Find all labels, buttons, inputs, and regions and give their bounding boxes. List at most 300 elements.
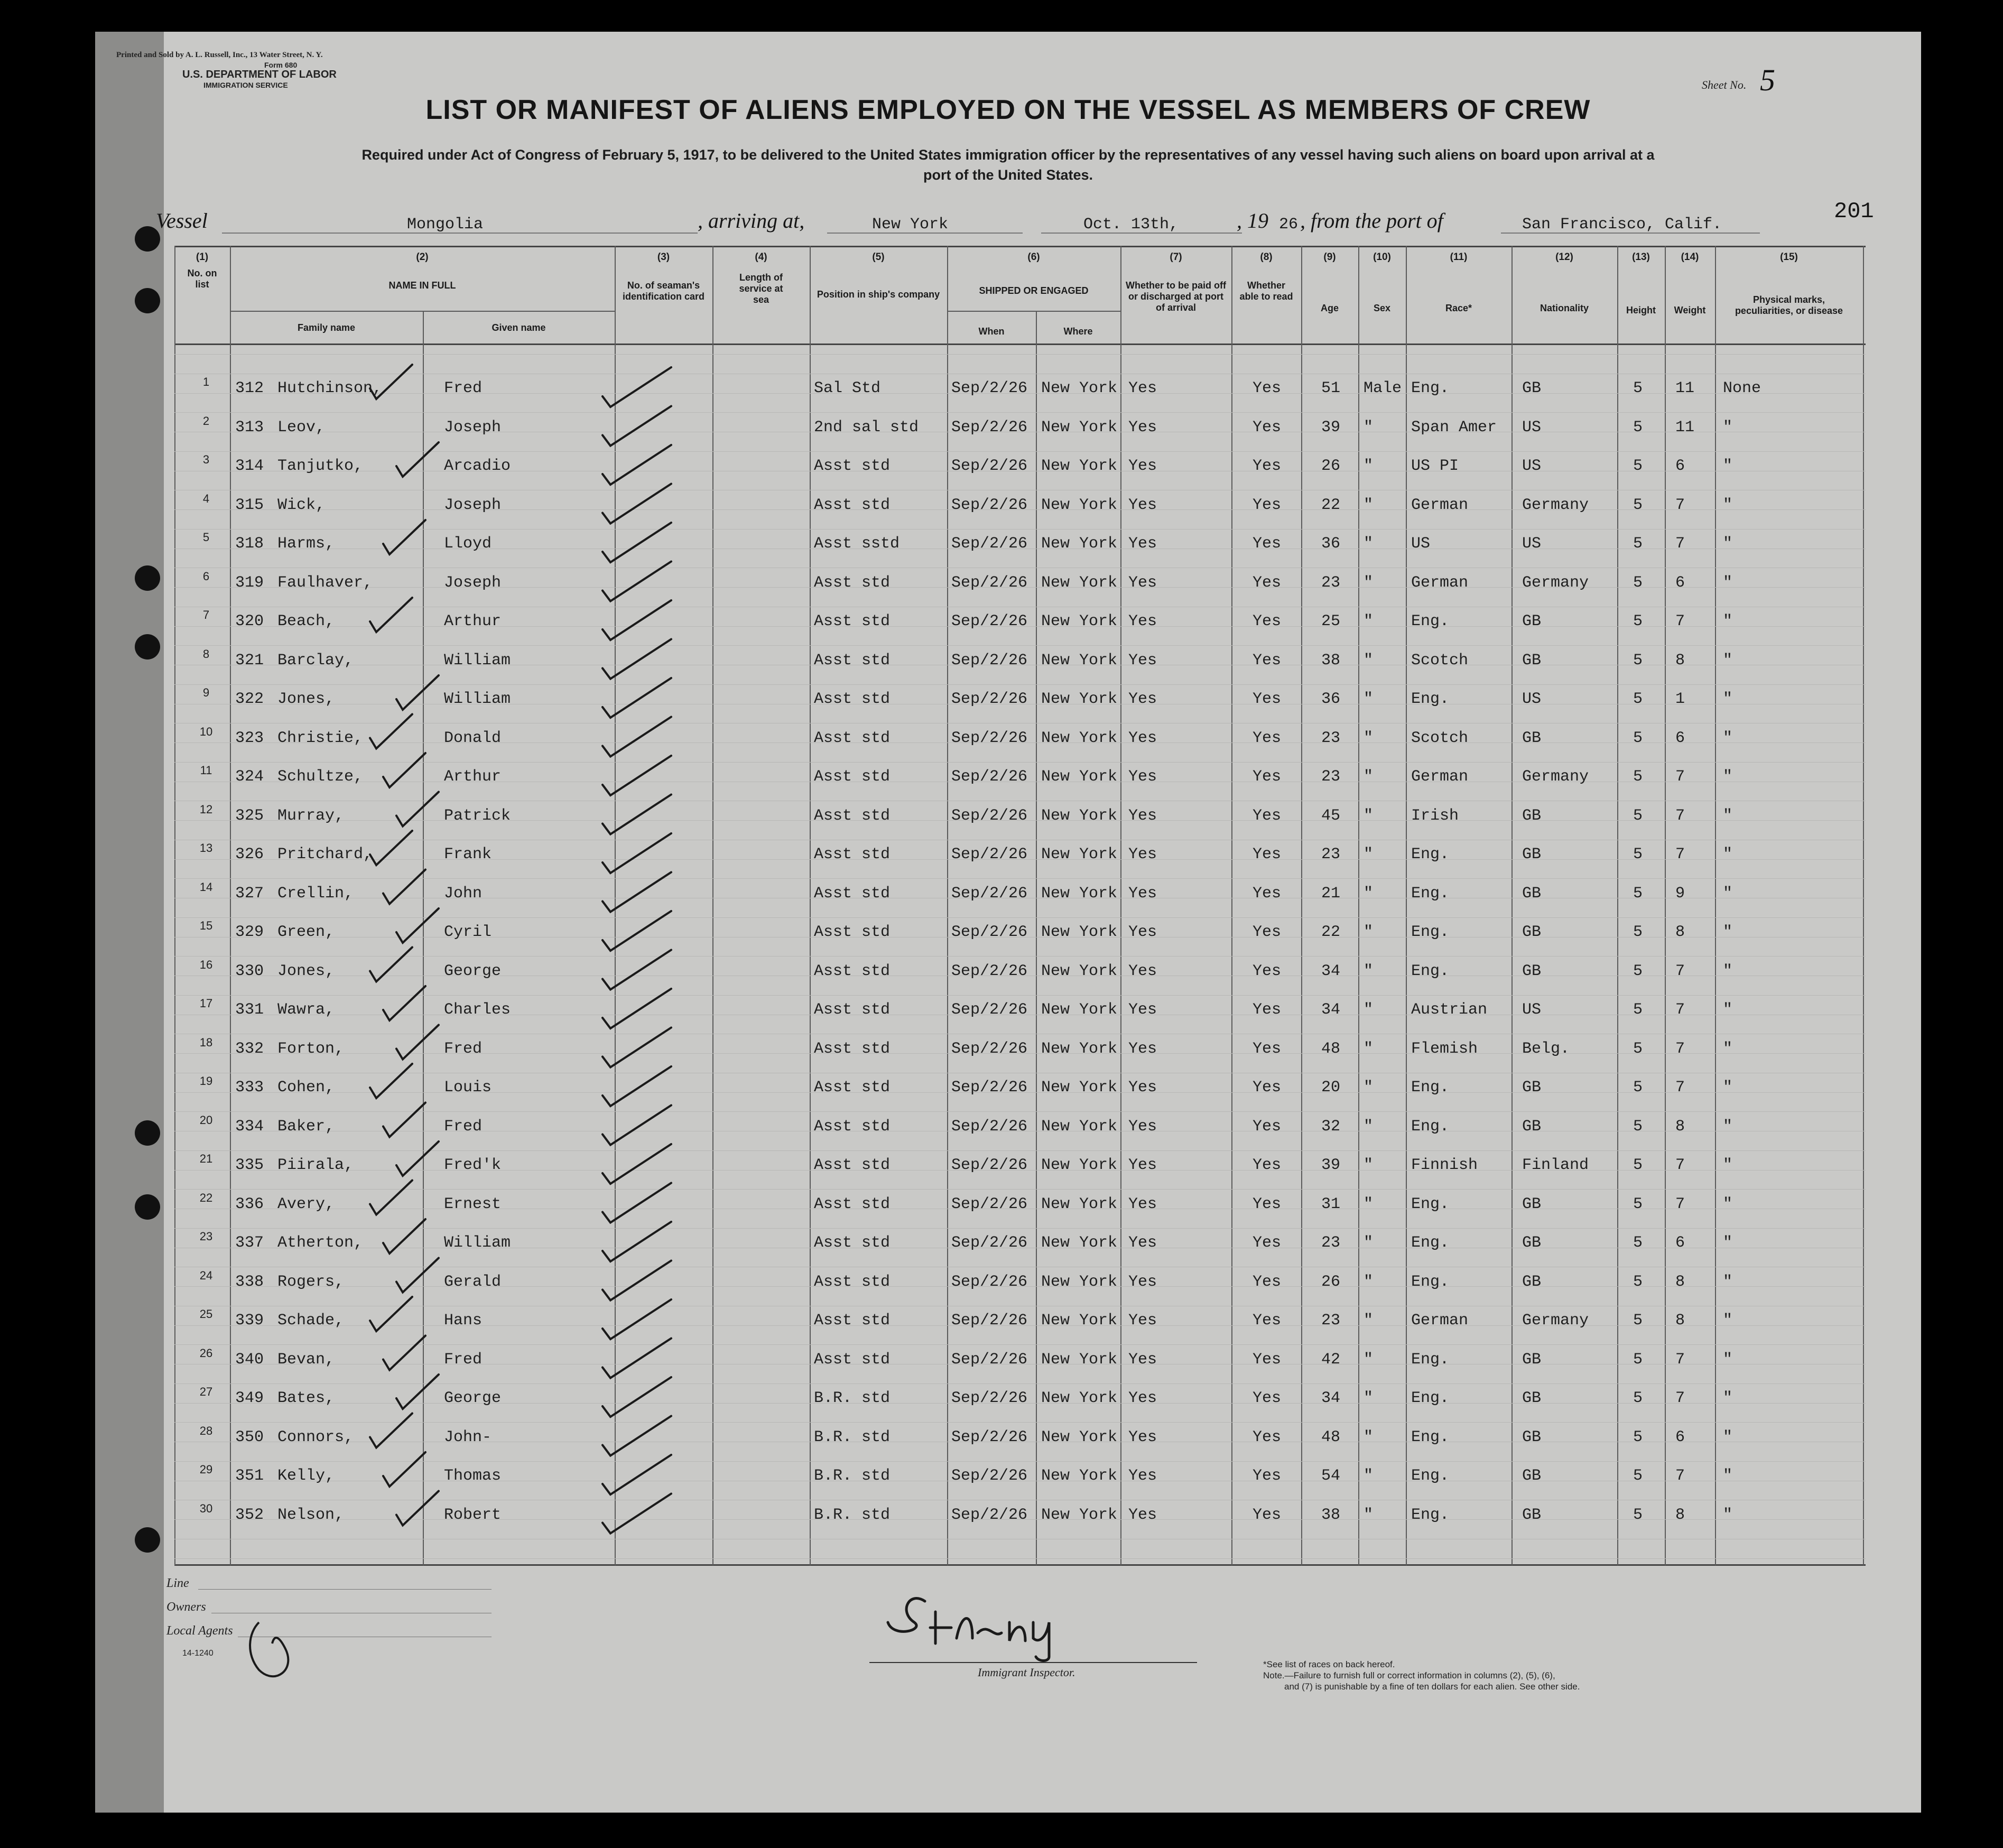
shipped-where: New York <box>1041 1506 1118 1524</box>
shipped-where: New York <box>1041 1195 1118 1213</box>
height: 5 <box>1633 651 1643 670</box>
physical-marks: " <box>1723 729 1733 747</box>
col-13-num: (13) <box>1632 252 1650 263</box>
position: Asst std <box>814 1079 891 1097</box>
physical-marks: " <box>1723 923 1733 941</box>
given-name: George <box>444 1389 502 1407</box>
sex: " <box>1364 418 1374 437</box>
paid-off: Yes <box>1128 1273 1157 1291</box>
name-checkmark <box>396 1375 439 1409</box>
able-to-read: Yes <box>1253 962 1282 980</box>
crew-id: 319 <box>235 573 264 592</box>
line-number: 2 <box>202 414 210 428</box>
shipped-when: Sep/2/26 <box>951 418 1028 437</box>
height: 5 <box>1633 1312 1643 1330</box>
weight: 7 <box>1675 1467 1685 1485</box>
race: Eng. <box>1411 1195 1450 1213</box>
physical-marks: " <box>1723 962 1733 980</box>
shipped-when: Sep/2/26 <box>951 1156 1028 1174</box>
sex: " <box>1364 1195 1374 1213</box>
weight: 6 <box>1675 573 1685 592</box>
sex: " <box>1364 1039 1374 1058</box>
height: 5 <box>1633 806 1643 825</box>
able-to-read: Yes <box>1253 1001 1282 1019</box>
paid-off: Yes <box>1128 1039 1157 1058</box>
form-code: 14-1240 <box>182 1649 214 1658</box>
physical-marks: " <box>1723 1467 1733 1485</box>
arriving-label: , arriving at, <box>698 209 805 233</box>
weight: 1 <box>1675 690 1685 708</box>
physical-marks: " <box>1723 1428 1733 1446</box>
shipped-when: Sep/2/26 <box>951 923 1028 941</box>
shipped-where: New York <box>1041 573 1118 592</box>
paid-off: Yes <box>1128 729 1157 747</box>
name-checkmark <box>370 1181 412 1215</box>
given-name: John- <box>444 1428 492 1446</box>
shipped-where: New York <box>1041 457 1118 475</box>
race: Eng. <box>1411 379 1450 397</box>
line-number: 20 <box>199 1113 213 1127</box>
physical-marks: " <box>1723 1156 1733 1174</box>
weight: 7 <box>1675 962 1685 980</box>
age: 51 <box>1321 379 1341 397</box>
weight: 8 <box>1675 1273 1685 1291</box>
paid-off: Yes <box>1128 418 1157 437</box>
race: German <box>1411 768 1469 786</box>
height: 5 <box>1633 535 1643 553</box>
age: 22 <box>1321 923 1341 941</box>
given-name: Charles <box>444 1001 511 1019</box>
sex: " <box>1364 806 1374 825</box>
card-checkmark <box>602 795 671 834</box>
name-checkmark <box>383 520 425 554</box>
line-number: 28 <box>199 1424 213 1437</box>
sex: " <box>1364 535 1374 553</box>
physical-marks: None <box>1723 379 1761 397</box>
col-14-num: (14) <box>1681 252 1699 263</box>
position: Asst std <box>814 884 891 903</box>
col-7-num: (7) <box>1170 252 1182 263</box>
shipped-when: Sep/2/26 <box>951 651 1028 670</box>
shipped-where: New York <box>1041 729 1118 747</box>
nationality: GB <box>1522 1079 1542 1097</box>
shipped-where: New York <box>1041 846 1118 863</box>
nationality: Finland <box>1522 1156 1589 1174</box>
height: 5 <box>1633 379 1643 397</box>
paid-off: Yes <box>1128 884 1157 903</box>
shipped-where: New York <box>1041 418 1118 437</box>
family-name: Murray, <box>277 806 345 825</box>
paid-off: Yes <box>1128 1350 1157 1369</box>
given-name: George <box>444 962 502 980</box>
age: 31 <box>1321 1195 1341 1213</box>
age: 34 <box>1321 962 1341 980</box>
nationality: GB <box>1522 729 1542 747</box>
col-6-num: (6) <box>1027 252 1040 263</box>
height: 5 <box>1633 1428 1643 1446</box>
position: Asst std <box>814 457 891 475</box>
family-name: Nelson, <box>277 1506 345 1524</box>
name-checkmark <box>396 442 439 477</box>
arrival-port: New York <box>872 216 949 234</box>
race: Finnish <box>1411 1156 1478 1174</box>
card-checkmark <box>602 1183 671 1223</box>
race: US PI <box>1411 457 1459 475</box>
nationality: Belg. <box>1522 1039 1570 1058</box>
physical-marks: " <box>1723 1350 1733 1369</box>
weight: 7 <box>1675 535 1685 553</box>
name-checkmark <box>396 675 439 710</box>
physical-marks: " <box>1723 1039 1733 1058</box>
paid-off: Yes <box>1128 1389 1157 1407</box>
shipped-where: New York <box>1041 496 1118 514</box>
card-checkmark <box>602 406 671 446</box>
card-checkmark <box>602 1299 671 1339</box>
sex: " <box>1364 1079 1374 1097</box>
height: 5 <box>1633 1156 1643 1174</box>
height: 5 <box>1633 1039 1643 1058</box>
shipped-where: New York <box>1041 1234 1118 1252</box>
sex: " <box>1364 496 1374 514</box>
crew-id: 333 <box>235 1079 264 1097</box>
family-name: Kelly, <box>277 1467 335 1485</box>
age: 23 <box>1321 573 1341 592</box>
given-name: Arthur <box>444 768 502 786</box>
family-name: Rogers, <box>277 1273 345 1291</box>
sex: " <box>1364 1467 1374 1485</box>
age: 21 <box>1321 884 1341 903</box>
line-number: 23 <box>199 1230 213 1243</box>
family-name: Bevan, <box>277 1350 335 1369</box>
given-name: Arcadio <box>444 457 511 475</box>
age: 23 <box>1321 768 1341 786</box>
shipped-when: Sep/2/26 <box>951 1467 1028 1485</box>
name-checkmark <box>370 948 412 982</box>
able-to-read: Yes <box>1253 1039 1282 1058</box>
race: Eng. <box>1411 923 1450 941</box>
sex: " <box>1364 1117 1374 1136</box>
nationality: GB <box>1522 379 1542 397</box>
family-name: Schade, <box>277 1312 345 1330</box>
height: 5 <box>1633 496 1643 514</box>
line-number: 15 <box>199 919 213 932</box>
weight: 6 <box>1675 729 1685 747</box>
line-number: 8 <box>202 647 210 661</box>
given-name: Donald <box>444 729 502 747</box>
sex: " <box>1364 962 1374 980</box>
shipped-where: New York <box>1041 1117 1118 1136</box>
nationality: Germany <box>1522 496 1589 514</box>
crew-id: 340 <box>235 1350 264 1369</box>
race: Eng. <box>1411 690 1450 708</box>
footnote-penalty-1: Note.—Failure to furnish full or correct information in columns (2), (5), (6), <box>1263 1670 1555 1680</box>
given-name: Fred <box>444 1117 483 1136</box>
able-to-read: Yes <box>1253 1312 1282 1330</box>
shipped-when: Sep/2/26 <box>951 1234 1028 1252</box>
shipped-where: New York <box>1041 1428 1118 1446</box>
position: B.R. std <box>814 1506 891 1524</box>
shipped-where: New York <box>1041 1312 1118 1330</box>
department: U.S. DEPARTMENT OF LABOR <box>182 69 337 80</box>
race: Eng. <box>1411 1117 1450 1136</box>
service: IMMIGRATION SERVICE <box>203 81 288 89</box>
age: 39 <box>1321 1156 1341 1174</box>
line-number: 12 <box>199 802 213 816</box>
position: Asst std <box>814 846 891 863</box>
family-name: Tanjutko, <box>277 457 364 475</box>
arrival-date: Oct. 13th, <box>1083 216 1179 234</box>
physical-marks: " <box>1723 418 1733 437</box>
given-name: Joseph <box>444 573 502 592</box>
age: 23 <box>1321 1312 1341 1330</box>
card-checkmark <box>602 1261 671 1301</box>
position: Asst std <box>814 1350 891 1369</box>
sex: " <box>1364 846 1374 863</box>
owners-label: Owners <box>166 1600 206 1614</box>
height: 5 <box>1633 1117 1643 1136</box>
nationality: GB <box>1522 1273 1542 1291</box>
position: Asst std <box>814 1195 891 1213</box>
nationality: GB <box>1522 1428 1542 1446</box>
height: 5 <box>1633 884 1643 903</box>
family-name: Forton, <box>277 1039 345 1058</box>
paid-off: Yes <box>1128 806 1157 825</box>
card-checkmark <box>602 872 671 912</box>
col-5-num: (5) <box>872 252 885 263</box>
family-name: Beach, <box>277 612 335 630</box>
age: 20 <box>1321 1079 1341 1097</box>
card-checkmark <box>602 1377 671 1417</box>
age: 32 <box>1321 1117 1341 1136</box>
given-name: Cyril <box>444 923 492 941</box>
shipped-where: New York <box>1041 1389 1118 1407</box>
card-checkmark <box>602 1222 671 1261</box>
age: 38 <box>1321 651 1341 670</box>
paid-off: Yes <box>1128 768 1157 786</box>
weight: 7 <box>1675 1039 1685 1058</box>
shipped-where: New York <box>1041 1467 1118 1485</box>
col-8-num: (8) <box>1260 252 1273 263</box>
sex: " <box>1364 1273 1374 1291</box>
line-number: 25 <box>199 1307 213 1321</box>
race: German <box>1411 573 1469 592</box>
crew-id: 352 <box>235 1506 264 1524</box>
paid-off: Yes <box>1128 1312 1157 1330</box>
age: 48 <box>1321 1428 1341 1446</box>
position: Asst std <box>814 1234 891 1252</box>
able-to-read: Yes <box>1253 1079 1282 1097</box>
shipped-when: Sep/2/26 <box>951 884 1028 903</box>
line-number: 16 <box>199 958 213 971</box>
height: 5 <box>1633 690 1643 708</box>
height: 5 <box>1633 1234 1643 1252</box>
paid-off: Yes <box>1128 379 1157 397</box>
physical-marks: " <box>1723 846 1733 863</box>
position: 2nd sal std <box>814 418 919 437</box>
race: Eng. <box>1411 612 1450 630</box>
position: Asst std <box>814 1312 891 1330</box>
sex: " <box>1364 1506 1374 1524</box>
weight: 7 <box>1675 612 1685 630</box>
given-name: Hans <box>444 1312 483 1330</box>
weight: 6 <box>1675 1234 1685 1252</box>
family-name: Pritchard, <box>277 846 373 863</box>
from-label: , from the port of <box>1300 209 1443 233</box>
crew-id: 313 <box>235 418 264 437</box>
shipped-when: Sep/2/26 <box>951 729 1028 747</box>
line-number: 3 <box>202 453 210 466</box>
race: Eng. <box>1411 1389 1450 1407</box>
shipped-when: Sep/2/26 <box>951 612 1028 630</box>
shipped-where: New York <box>1041 1273 1118 1291</box>
race: Irish <box>1411 806 1459 825</box>
physical-marks: " <box>1723 1079 1733 1097</box>
nationality: Germany <box>1522 768 1589 786</box>
able-to-read: Yes <box>1253 690 1282 708</box>
family-name: Barclay, <box>277 651 354 670</box>
physical-marks: " <box>1723 535 1733 553</box>
race: Scotch <box>1411 729 1469 747</box>
given-name: Frank <box>444 846 492 863</box>
col-9-label: Age <box>1320 303 1339 313</box>
able-to-read: Yes <box>1253 1428 1282 1446</box>
nationality: US <box>1522 457 1542 475</box>
crew-id: 322 <box>235 690 264 708</box>
shipped-when: Sep/2/26 <box>951 1428 1028 1446</box>
card-checkmark <box>602 562 671 601</box>
name-checkmark <box>370 831 412 865</box>
nationality: GB <box>1522 846 1542 863</box>
name-checkmark <box>383 1219 425 1253</box>
physical-marks: " <box>1723 1234 1733 1252</box>
shipped-where: New York <box>1041 884 1118 903</box>
sex: " <box>1364 1001 1374 1019</box>
col-7-label: Whether to be paid off or discharged at port of arrival <box>1126 280 1226 313</box>
line-number: 11 <box>200 764 212 777</box>
shipped-when: Sep/2/26 <box>951 1312 1028 1330</box>
sex: " <box>1364 884 1374 903</box>
printer-line: Printed and Sold by A. L. Russell, Inc., 13 Water Street, N. Y. <box>116 51 323 59</box>
card-checkmark <box>602 1416 671 1456</box>
race: German <box>1411 496 1469 514</box>
family-name: Green, <box>277 923 335 941</box>
crew-id: 335 <box>235 1156 264 1174</box>
weight: 11 <box>1675 379 1695 397</box>
name-checkmark <box>396 1491 439 1526</box>
shipped-when: Sep/2/26 <box>951 496 1028 514</box>
name-checkmark <box>370 365 412 399</box>
handwritten-checkmarks <box>95 32 1921 1813</box>
race: Eng. <box>1411 846 1450 863</box>
able-to-read: Yes <box>1253 1234 1282 1252</box>
family-name: Avery, <box>277 1195 335 1213</box>
sex: " <box>1364 457 1374 475</box>
sex: " <box>1364 612 1374 630</box>
age: 39 <box>1321 418 1341 437</box>
physical-marks: " <box>1723 496 1733 514</box>
able-to-read: Yes <box>1253 884 1282 903</box>
position: Asst std <box>814 1273 891 1291</box>
shipped-where: New York <box>1041 379 1118 397</box>
height: 5 <box>1633 573 1643 592</box>
shipped-where: New York <box>1041 1079 1118 1097</box>
weight: 7 <box>1675 806 1685 825</box>
age: 45 <box>1321 806 1341 825</box>
shipped-when: Sep/2/26 <box>951 1117 1028 1136</box>
nationality: GB <box>1522 1506 1542 1524</box>
age: 42 <box>1321 1350 1341 1369</box>
shipped-where: New York <box>1041 1350 1118 1369</box>
crew-id: 325 <box>235 806 264 825</box>
physical-marks: " <box>1723 806 1733 825</box>
nationality: US <box>1522 535 1542 553</box>
position: Asst sstd <box>814 535 900 553</box>
height: 5 <box>1633 1195 1643 1213</box>
crew-id: 321 <box>235 651 264 670</box>
subtitle-line-1: Required under Act of Congress of February 5, 1917, to be delivered to the United States immigration officer by the representatives of any vessel having such aliens on board upon arrival at a <box>361 147 1655 163</box>
card-checkmark <box>602 756 671 795</box>
crew-id: 326 <box>235 846 264 863</box>
height: 5 <box>1633 923 1643 941</box>
col-4-num: (4) <box>755 252 767 263</box>
given-name-header: Given name <box>492 322 546 333</box>
family-name: Jones, <box>277 962 335 980</box>
crew-id: 329 <box>235 923 264 941</box>
family-name: Connors, <box>277 1428 354 1446</box>
form-number: Form 680 <box>264 61 298 69</box>
weight: 7 <box>1675 1001 1685 1019</box>
shipped-when: Sep/2/26 <box>951 690 1028 708</box>
paid-off: Yes <box>1128 1117 1157 1136</box>
position: B.R. std <box>814 1389 891 1407</box>
col-1-label: No. on list <box>187 268 217 290</box>
line-number: 30 <box>199 1501 213 1515</box>
family-name: Bates, <box>277 1389 335 1407</box>
physical-marks: " <box>1723 1195 1733 1213</box>
position: Asst std <box>814 1001 891 1019</box>
card-checkmark <box>602 1494 671 1534</box>
weight: 6 <box>1675 457 1685 475</box>
col-15-label: Physical marks, peculiarities, or disease <box>1735 294 1843 316</box>
race: Eng. <box>1411 1273 1450 1291</box>
card-checkmark <box>602 484 671 524</box>
card-checkmark <box>602 833 671 873</box>
paid-off: Yes <box>1128 1506 1157 1524</box>
nationality: GB <box>1522 962 1542 980</box>
given-name: William <box>444 1234 511 1252</box>
paid-off: Yes <box>1128 1428 1157 1446</box>
height: 5 <box>1633 768 1643 786</box>
inspector-label: Immigrant Inspector. <box>978 1666 1075 1679</box>
crew-id: 330 <box>235 962 264 980</box>
weight: 8 <box>1675 923 1685 941</box>
physical-marks: " <box>1723 1312 1733 1330</box>
line-number: 19 <box>199 1074 213 1088</box>
manifest-sheet <box>95 32 1921 1813</box>
height: 5 <box>1633 729 1643 747</box>
given-name: Fred'k <box>444 1156 502 1174</box>
weight: 7 <box>1675 768 1685 786</box>
col-3-label: No. of seaman's identification card <box>622 280 705 302</box>
col-4-label: Length of service at sea <box>739 272 783 305</box>
race: Eng. <box>1411 1234 1450 1252</box>
weight: 7 <box>1675 1195 1685 1213</box>
name-checkmark <box>383 1452 425 1487</box>
paid-off: Yes <box>1128 612 1157 630</box>
nationality: GB <box>1522 1117 1542 1136</box>
given-name: Robert <box>444 1506 502 1524</box>
crew-id: 332 <box>235 1039 264 1058</box>
